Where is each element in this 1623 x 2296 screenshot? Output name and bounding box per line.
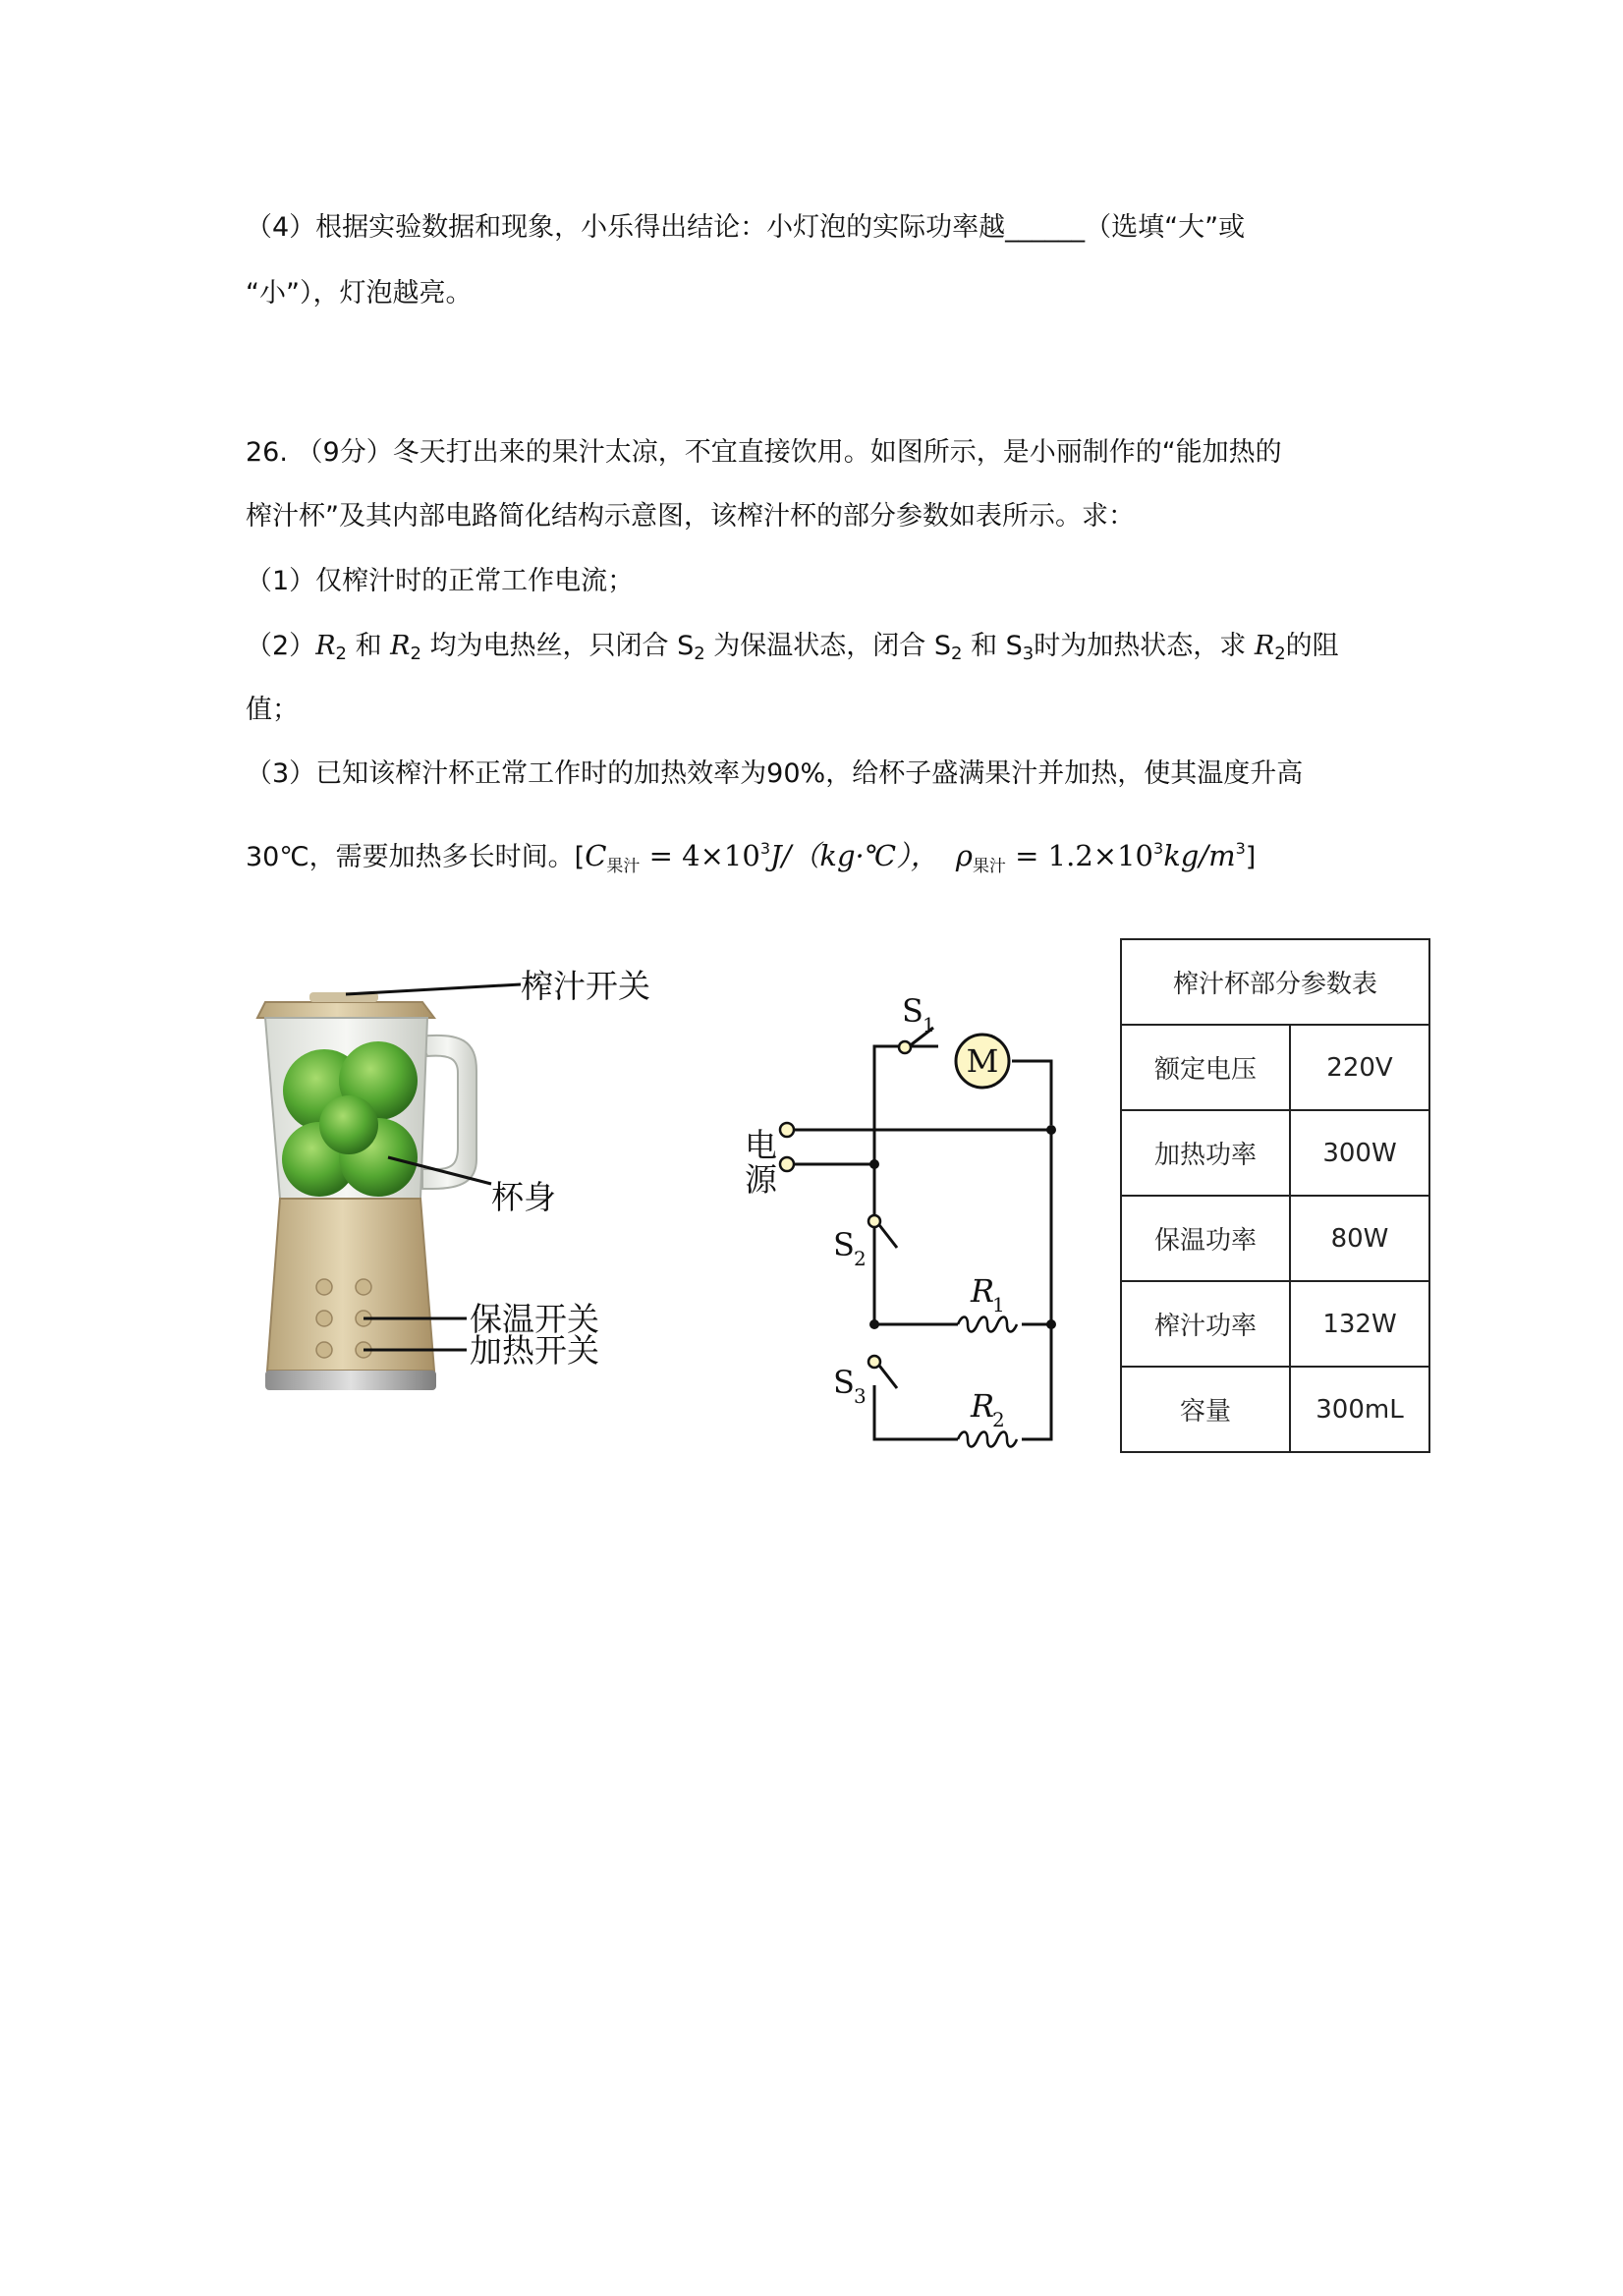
specific-heat-symbol: C (585, 839, 607, 872)
label-cup-body: 杯身 (491, 1178, 556, 1216)
q26-intro-line2: 榨汁杯”及其内部电路简化结构示意图，该榨汁杯的部分参数如表所示。求： (246, 501, 1135, 532)
sub2-prefix: （2） (246, 631, 316, 661)
density-symbol: ρ (955, 839, 973, 872)
q25-4-line2: “小”），灯泡越亮。 (246, 278, 473, 308)
density-subscript: 果汁 (972, 857, 1006, 876)
sub3-text: ] (1245, 842, 1257, 872)
blender-lid (257, 1002, 434, 1018)
param-value: 300mL (1290, 1367, 1429, 1452)
specific-heat-value: = 4×10 (640, 839, 760, 872)
sub2-r-symbol: R (315, 631, 336, 661)
resistor-r2-label: R (971, 1387, 995, 1425)
param-value: 132W (1290, 1281, 1429, 1367)
power-terminal (780, 1157, 794, 1171)
param-name: 榨汁功率 (1121, 1281, 1290, 1367)
junction-dot (1046, 1319, 1056, 1329)
q26-sub2-line2: 值； (246, 695, 299, 725)
junction-dot (869, 1159, 879, 1169)
label-keep-warm-switch: 保温开关 (470, 1300, 599, 1338)
density-unit-exponent: 3 (1235, 839, 1246, 858)
power-terminal (780, 1123, 794, 1137)
sub2-s-subscript: 2 (694, 644, 705, 664)
density-value: = 1.2×10 (1005, 839, 1153, 872)
q26-intro-line1: 26. （9分）冬天打出来的果汁太凉，不宜直接饮用。如图所示，是小丽制作的“能加热的 (246, 437, 1282, 468)
sub3-text: 30℃，需要加热多长时间。[ (246, 842, 586, 872)
q26-sub2-line1 (246, 629, 1339, 672)
table-row (1121, 1110, 1429, 1196)
sub2-text: 的阻 (1285, 631, 1339, 661)
sub2-text: 和 (346, 631, 391, 661)
density-unit: kg/m (1163, 839, 1236, 872)
label-juice-switch: 榨汁开关 (521, 967, 650, 1005)
source-label-2: 源 (745, 1160, 777, 1199)
switch-s1-contact (899, 1041, 911, 1053)
label-heating-switch: 加热开关 (470, 1331, 599, 1370)
junction-dot (1046, 1125, 1056, 1135)
sub2-r-subscript: 2 (1274, 644, 1286, 664)
lime (319, 1095, 378, 1154)
table-title: 榨汁杯部分参数表 (1121, 939, 1429, 1025)
blender-illustration (257, 992, 476, 1390)
param-value: 220V (1290, 1025, 1429, 1110)
table-title-row (1121, 939, 1429, 1025)
q26-sub3-line1: （3）已知该榨汁杯正常工作时的加热效率为90%，给杯子盛满果汁并加热，使其温度升高 (246, 758, 1304, 789)
table-row (1121, 1025, 1429, 1110)
sub2-s-subscript: 2 (951, 644, 963, 664)
switch-s2-contact (868, 1215, 880, 1227)
specific-heat-unit: J/（kg·℃）， (770, 839, 939, 872)
circuit-diagram (793, 1028, 1051, 1439)
switch-s3-contact (868, 1356, 880, 1368)
q26-sub1: （1）仅榨汁时的正常工作电流； (246, 566, 635, 596)
sub2-r-subscript: 2 (410, 644, 421, 664)
sub2-r-subscript: 2 (335, 644, 347, 664)
resistor-r2-coil (958, 1432, 1017, 1447)
specific-heat-exponent: 3 (759, 839, 770, 858)
motor-label: M (966, 1042, 999, 1080)
sub2-r-symbol: R (1254, 631, 1275, 661)
switch-s2-label: S (833, 1226, 855, 1263)
wire (1022, 1385, 1051, 1439)
specific-heat-subscript: 果汁 (606, 857, 641, 876)
switch-s3-subscript: 3 (854, 1384, 867, 1408)
resistor-r1-subscript: 1 (992, 1293, 1005, 1316)
param-name: 额定电压 (1121, 1025, 1290, 1110)
switch-s3-label: S (833, 1364, 855, 1401)
q26-sub3-line2 (246, 831, 1256, 884)
source-label-1: 电 (745, 1126, 777, 1164)
table-row (1121, 1196, 1429, 1281)
switch-s2-subscript: 2 (854, 1247, 867, 1270)
table-row (1121, 1281, 1429, 1367)
wire (1012, 1061, 1051, 1125)
resistor-r2-subscript: 2 (992, 1408, 1005, 1431)
switch-s1-label: S (902, 992, 923, 1030)
wire (874, 1385, 958, 1439)
sub2-text: 时为加热状态，求 (1034, 631, 1255, 661)
sub2-text: 为保温状态，闭合 S (704, 631, 952, 661)
param-name: 保温功率 (1121, 1196, 1290, 1281)
param-value: 80W (1290, 1196, 1429, 1281)
blender-base (267, 1199, 434, 1371)
resistor-r1-coil (958, 1317, 1017, 1332)
param-value: 300W (1290, 1110, 1429, 1196)
sub2-r-symbol: R (390, 631, 411, 661)
blender-foot (265, 1371, 436, 1390)
callout-line (346, 984, 521, 994)
table-row (1121, 1367, 1429, 1452)
q25-4-line1: （4）根据实验数据和现象，小乐得出结论：小灯泡的实际功率越______（选填“大”或 (246, 212, 1246, 243)
sub2-text: 和 S (962, 631, 1023, 661)
parameter-table (1120, 938, 1430, 1453)
param-name: 容量 (1121, 1367, 1290, 1452)
blender-handle (419, 1036, 476, 1189)
sub2-text: 均为电热丝，只闭合 S (420, 631, 695, 661)
sub2-s-subscript: 3 (1022, 644, 1035, 664)
param-name: 加热功率 (1121, 1110, 1290, 1196)
resistor-r1-label: R (971, 1272, 995, 1310)
density-exponent: 3 (1153, 839, 1164, 858)
junction-dot (869, 1319, 879, 1329)
switch-s1-subscript: 1 (923, 1013, 935, 1036)
